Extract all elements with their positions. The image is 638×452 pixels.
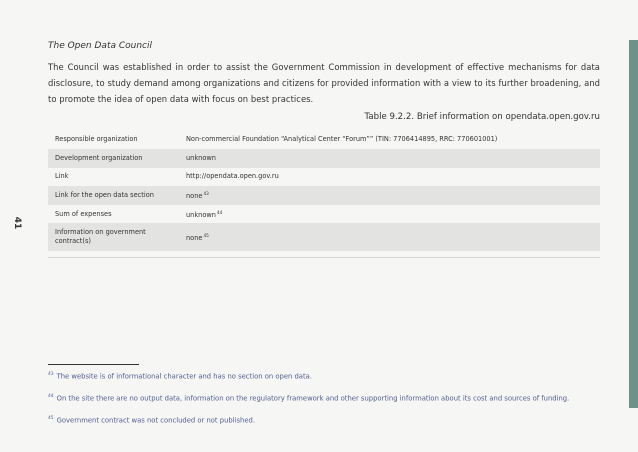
row-label: Link for the open data section bbox=[48, 186, 179, 205]
footnote-text: Government contract was not concluded or not published. bbox=[56, 415, 255, 424]
footnote-ref: 44 bbox=[216, 209, 223, 215]
footnote bbox=[48, 392, 608, 403]
footnote-ref: 43 bbox=[203, 191, 209, 197]
footnote-text: The website is of informational character and has no section on open data. bbox=[56, 372, 312, 381]
row-label: Development organization bbox=[48, 149, 179, 168]
row-value-text: none bbox=[186, 192, 203, 201]
footnote bbox=[48, 370, 608, 381]
row-value bbox=[179, 223, 600, 251]
footnote-divider bbox=[48, 364, 139, 365]
row-value bbox=[179, 186, 600, 205]
page-number: 41 bbox=[12, 216, 22, 230]
row-label: Link bbox=[48, 168, 179, 187]
footnote-number: 43 bbox=[48, 372, 54, 377]
row-value-text: Non-commercial Foundation “Analytical Center “Forum”” (TIN: 7706414895, RRC: 770601001) bbox=[186, 135, 498, 144]
row-value bbox=[179, 205, 600, 224]
row-value-text: unknown bbox=[186, 153, 216, 162]
row-label: Sum of expenses bbox=[48, 205, 179, 224]
table-row bbox=[48, 205, 600, 224]
info-table bbox=[48, 130, 600, 257]
row-value-text: unknown bbox=[186, 211, 216, 220]
row-label: Information on government contract(s) bbox=[48, 223, 179, 251]
row-value-text: http://opendata.open.gov.ru bbox=[186, 172, 279, 181]
footnotes bbox=[48, 370, 608, 435]
row-value bbox=[179, 149, 600, 168]
table-row bbox=[48, 186, 600, 205]
row-value bbox=[179, 168, 600, 187]
footnote-number: 44 bbox=[48, 393, 54, 399]
side-accent-bar bbox=[629, 40, 638, 408]
row-value-text: none bbox=[186, 234, 203, 243]
footnote-ref: 45 bbox=[203, 233, 209, 239]
footnote bbox=[48, 414, 608, 425]
section-title: The Open Data Council bbox=[48, 41, 152, 51]
footnote-text: On the site there are no output data, information on the regulatory framework and other supporting information about its cost and sources of funding. bbox=[56, 394, 570, 403]
table-row bbox=[48, 130, 600, 149]
table-bottom-rule bbox=[48, 251, 600, 257]
table-caption: Table 9.2.2. Brief information on opendata.open.gov.ru bbox=[364, 112, 600, 123]
table-row bbox=[48, 168, 600, 187]
table-row bbox=[48, 149, 600, 168]
row-label: Responsible organization bbox=[48, 130, 179, 149]
main-content bbox=[48, 40, 600, 258]
table-row bbox=[48, 223, 600, 251]
section-paragraph: The Council was established in order to assist the Government Commission in development of effective mechanisms for data disclosure, to study demand among organizations and citizens for provided information with a view to its further broadening, and to promote the idea of open data with focus on best practices. bbox=[48, 62, 600, 104]
row-value bbox=[179, 130, 600, 149]
footnote-number: 45 bbox=[48, 415, 54, 421]
